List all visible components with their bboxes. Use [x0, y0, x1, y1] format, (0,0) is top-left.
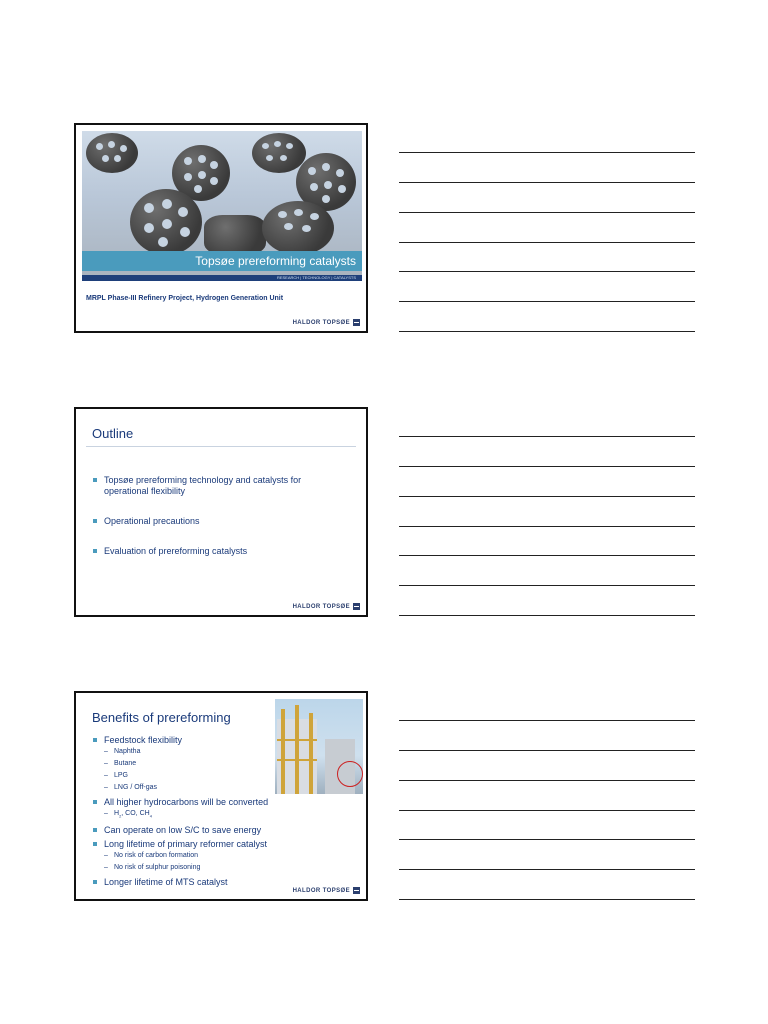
note-line: [399, 212, 695, 213]
benefits-list: [92, 734, 362, 890]
note-line: [399, 331, 695, 332]
list-item: Can operate on low S/C to save energy: [92, 824, 362, 836]
sub-list-item: – Butane: [104, 758, 362, 770]
logo-mark-icon: [353, 603, 360, 610]
sub-list-item: – $H_2$, CO, $CH_4$: [104, 808, 362, 822]
list-item: Evaluation of prereforming catalysts: [92, 546, 342, 557]
note-line: [399, 750, 695, 751]
note-line: [399, 839, 695, 840]
slide-1-title: Topsøe prereforming catalysts: [82, 251, 362, 271]
slide-2: [74, 407, 368, 617]
slide-1-tagline: RESEARCH | TECHNOLOGY | CATALYSTS: [82, 275, 362, 281]
note-line: [399, 585, 695, 586]
list-item-label: All higher hydrocarbons will be converted: [104, 797, 269, 807]
sub-list-item: – Naphtha: [104, 746, 362, 758]
haldor-topsoe-logo: [293, 887, 360, 894]
logo-text: HALDOR TOPSØE: [292, 603, 350, 610]
note-line: [399, 810, 695, 811]
sub-list-item: – No risk of sulphur poisoning: [104, 862, 362, 874]
note-line: [399, 182, 695, 183]
logo-text: HALDOR TOPSØE: [292, 887, 350, 894]
note-line: [399, 869, 695, 870]
outline-list: [92, 475, 342, 576]
haldor-topsoe-logo: [293, 603, 360, 610]
list-item-label: Long lifetime of primary reformer catalyst: [104, 839, 268, 850]
note-line: [399, 496, 695, 497]
logo-text: HALDOR TOPSØE: [292, 319, 350, 326]
note-line: [399, 780, 695, 781]
note-line: [399, 152, 695, 153]
sub-list-item: – LPG: [104, 770, 362, 782]
slide-3-title: Benefits of prereforming: [92, 710, 231, 725]
note-line: [399, 466, 695, 467]
slide-1-subtitle: MRPL Phase-III Refinery Project, Hydrogen Generation Unit: [86, 295, 284, 302]
note-line: [399, 436, 695, 437]
title-divider: [86, 446, 356, 447]
slide-1: [74, 123, 368, 333]
note-line: [399, 615, 695, 616]
note-line: [399, 555, 695, 556]
logo-mark-icon: [353, 887, 360, 894]
note-line: [399, 271, 695, 272]
slide-3: [74, 691, 368, 901]
list-item-label: Feedstock flexibility: [104, 735, 183, 745]
note-line: [399, 242, 695, 243]
list-item: Operational precautions: [92, 516, 342, 527]
list-item: [92, 796, 362, 822]
list-item: Longer lifetime of MTS catalyst: [92, 876, 362, 888]
sub-list-item: – No risk of carbon formation: [104, 850, 362, 862]
logo-mark-icon: [353, 319, 360, 326]
note-line: [399, 899, 695, 900]
list-item: Topsøe prereforming technology and catalysts for operational flexibility: [92, 475, 342, 497]
note-line: [399, 526, 695, 527]
list-item: [92, 838, 362, 874]
haldor-topsoe-logo: [293, 319, 360, 326]
note-line: [399, 301, 695, 302]
list-item: [92, 734, 362, 794]
note-line: [399, 720, 695, 721]
slide-2-title: Outline: [92, 426, 134, 441]
sub-list-item: – LNG / Off-gas: [104, 782, 362, 794]
